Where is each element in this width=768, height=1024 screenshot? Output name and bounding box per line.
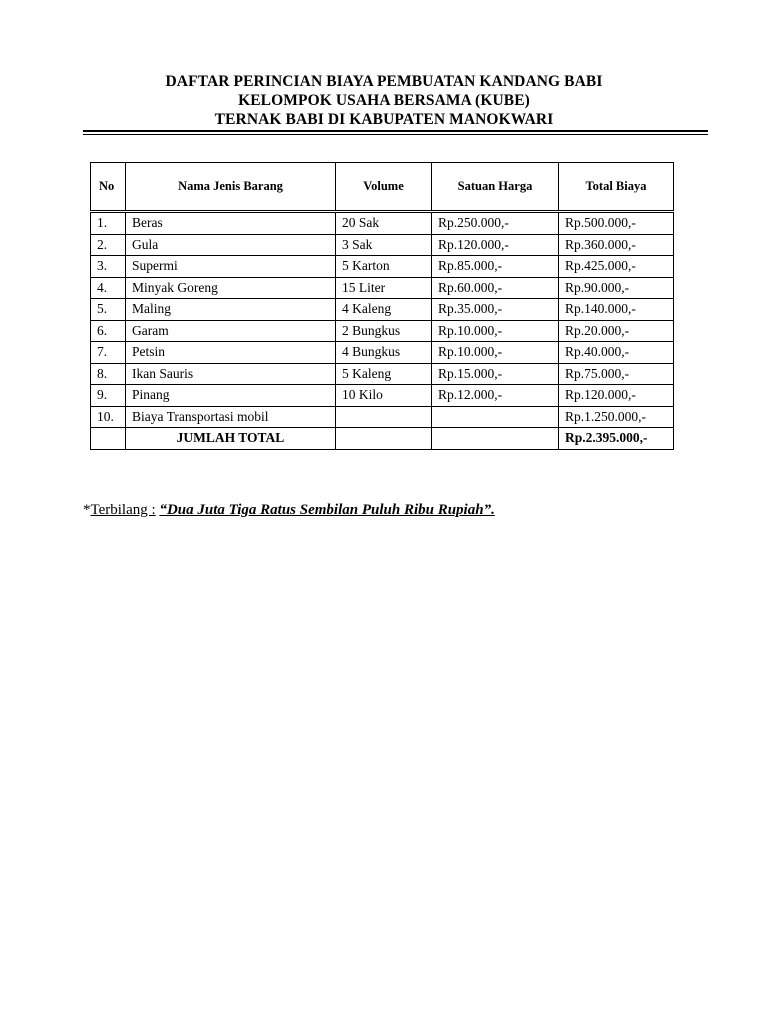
cell-unit-price [432, 406, 559, 428]
table-row [91, 256, 674, 278]
cell-no: 9. [91, 385, 126, 407]
total-empty-volume [336, 428, 432, 450]
cell-no: 7. [91, 342, 126, 364]
cell-unit-price: Rp.120.000,- [432, 234, 559, 256]
cell-unit-price: Rp.10.000,- [432, 320, 559, 342]
cell-unit-price: Rp.35.000,- [432, 299, 559, 321]
table-row [91, 385, 674, 407]
total-empty-unit-price [432, 428, 559, 450]
title-line-3: TERNAK BABI DI KABUPATEN MANOKWARI [214, 111, 554, 128]
cell-item-name: Pinang [126, 385, 336, 407]
cell-no: 2. [91, 234, 126, 256]
cell-total: Rp.1.250.000,- [559, 406, 674, 428]
cell-total: Rp.75.000,- [559, 363, 674, 385]
cell-unit-price: Rp.12.000,- [432, 385, 559, 407]
cell-total: Rp.90.000,- [559, 277, 674, 299]
total-empty-no [91, 428, 126, 450]
total-value: Rp.2.395.000,- [559, 428, 674, 450]
cell-unit-price: Rp.85.000,- [432, 256, 559, 278]
cell-volume: 3 Sak [336, 234, 432, 256]
total-label: JUMLAH TOTAL [126, 428, 336, 450]
title-divider-thick [83, 130, 708, 132]
cell-volume: 4 Bungkus [336, 342, 432, 364]
cell-volume: 15 Liter [336, 277, 432, 299]
table-row [91, 363, 674, 385]
cost-table [90, 162, 674, 450]
header-item-name: Nama Jenis Barang [126, 163, 336, 212]
terbilang-label: Terbilang : [90, 502, 156, 518]
table-row [91, 212, 674, 235]
cell-no: 8. [91, 363, 126, 385]
cell-volume: 5 Karton [336, 256, 432, 278]
cell-unit-price: Rp.250.000,- [432, 212, 559, 235]
table-row [91, 406, 674, 428]
cell-volume: 10 Kilo [336, 385, 432, 407]
cell-total: Rp.500.000,- [559, 212, 674, 235]
header-unit-price: Satuan Harga [432, 163, 559, 212]
cell-no: 3. [91, 256, 126, 278]
cell-volume [336, 406, 432, 428]
table-row [91, 320, 674, 342]
total-row [91, 428, 674, 450]
cell-volume: 20 Sak [336, 212, 432, 235]
header-volume: Volume [336, 163, 432, 212]
cell-total: Rp.140.000,- [559, 299, 674, 321]
cell-unit-price: Rp.15.000,- [432, 363, 559, 385]
cell-no: 6. [91, 320, 126, 342]
cell-no: 4. [91, 277, 126, 299]
cell-total: Rp.425.000,- [559, 256, 674, 278]
cell-item-name: Supermi [126, 256, 336, 278]
cell-no: 5. [91, 299, 126, 321]
header-no: No [91, 163, 126, 212]
cell-item-name: Minyak Goreng [126, 277, 336, 299]
cell-item-name: Garam [126, 320, 336, 342]
header-total-cost: Total Biaya [559, 163, 674, 212]
table-row [91, 234, 674, 256]
cell-no: 10. [91, 406, 126, 428]
cell-unit-price: Rp.60.000,- [432, 277, 559, 299]
cell-item-name: Gula [126, 234, 336, 256]
document-title [60, 72, 708, 129]
cell-item-name: Biaya Transportasi mobil [126, 406, 336, 428]
cell-item-name: Ikan Sauris [126, 363, 336, 385]
cell-no: 1. [91, 212, 126, 235]
cell-total: Rp.20.000,- [559, 320, 674, 342]
asterisk-mark: * [83, 502, 91, 518]
table-row [91, 277, 674, 299]
cell-total: Rp.40.000,- [559, 342, 674, 364]
cell-total: Rp.360.000,- [559, 234, 674, 256]
cell-unit-price: Rp.10.000,- [432, 342, 559, 364]
cell-item-name: Beras [126, 212, 336, 235]
table-header-row [91, 163, 674, 212]
title-line-2: KELOMPOK USAHA BERSAMA (KUBE) [238, 92, 530, 109]
cell-total: Rp.120.000,- [559, 385, 674, 407]
table-row [91, 342, 674, 364]
cell-volume: 5 Kaleng [336, 363, 432, 385]
terbilang-words: “Dua Juta Tiga Ratus Sembilan Puluh Ribu Rupiah”. [159, 502, 495, 518]
cell-volume: 2 Bungkus [336, 320, 432, 342]
title-line-1: DAFTAR PERINCIAN BIAYA PEMBUATAN KANDANG BABI [165, 73, 603, 90]
cell-item-name: Petsin [126, 342, 336, 364]
cell-item-name: Maling [126, 299, 336, 321]
table-row [91, 299, 674, 321]
cell-volume: 4 Kaleng [336, 299, 432, 321]
table-body [91, 212, 674, 450]
title-divider-thin [83, 134, 708, 135]
amount-in-words [83, 502, 495, 519]
